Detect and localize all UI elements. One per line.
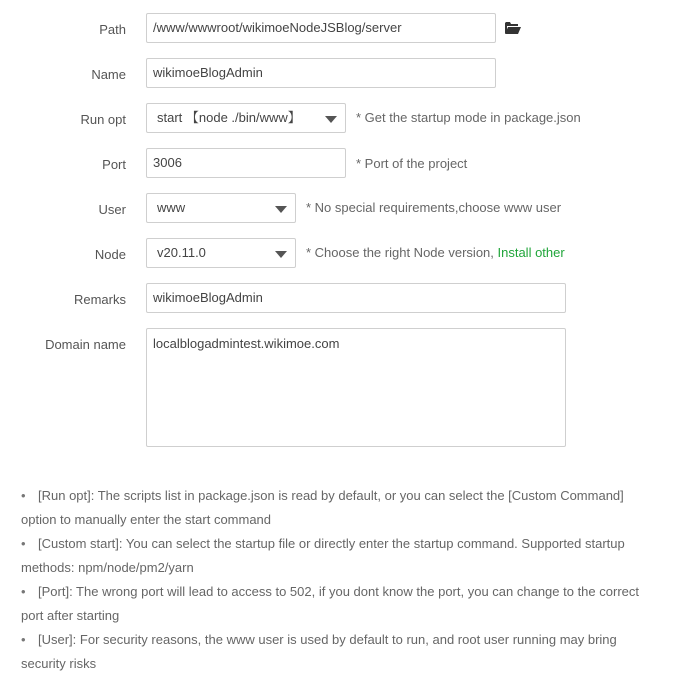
name-label: Name bbox=[91, 67, 126, 82]
node-hint bbox=[306, 245, 565, 260]
path-label: Path bbox=[99, 22, 126, 37]
chevron-down-icon bbox=[275, 251, 287, 258]
user-value: www bbox=[157, 200, 186, 215]
user-hint: * No special requirements,choose www user bbox=[306, 200, 562, 215]
run-opt-hint: * Get the startup mode in package.json bbox=[356, 110, 581, 125]
port-input[interactable]: 3006 bbox=[146, 148, 346, 178]
chevron-down-icon bbox=[275, 206, 287, 213]
domain-label: Domain name bbox=[45, 337, 126, 352]
help-notes bbox=[21, 484, 661, 676]
install-other-link[interactable]: Install other bbox=[497, 245, 565, 260]
node-value: v20.11.0 bbox=[157, 245, 206, 260]
domain-textarea[interactable]: localblogadmintest.wikimoe.com bbox=[146, 328, 566, 447]
node-select[interactable] bbox=[146, 238, 296, 268]
note-item: • [User]: For security reasons, the www user is used by default to run, and root user running may bring security risks bbox=[21, 632, 617, 671]
chevron-down-icon bbox=[325, 116, 337, 123]
node-hint-text: * Choose the right Node version, bbox=[306, 245, 498, 260]
note-item: • [Custom start]: You can select the startup file or directly enter the startup command. Supported startup methods: npm/node/pm2/yarn bbox=[21, 536, 625, 575]
path-input[interactable]: /www/wwwroot/wikimoeNodeJSBlog/server bbox=[146, 13, 496, 43]
run-opt-value: start 【node ./bin/www】 bbox=[157, 110, 301, 125]
user-label: User bbox=[98, 202, 126, 217]
run-opt-select[interactable] bbox=[146, 103, 346, 133]
remarks-input[interactable]: wikimoeBlogAdmin bbox=[146, 283, 566, 313]
remarks-label: Remarks bbox=[73, 292, 126, 307]
user-select[interactable] bbox=[146, 193, 296, 223]
note-item: • [Port]: The wrong port will lead to access to 502, if you dont know the port, you can change to the correct port after starting bbox=[21, 584, 639, 623]
name-input[interactable]: wikimoeBlogAdmin bbox=[146, 58, 496, 88]
port-hint: * Port of the project bbox=[356, 156, 468, 171]
port-label: Port bbox=[102, 157, 126, 172]
note-item: • [Run opt]: The scripts list in package.json is read by default, or you can select the [Custom Command] option to manually enter the start command bbox=[21, 488, 624, 527]
node-label: Node bbox=[94, 247, 126, 262]
run-opt-label: Run opt bbox=[80, 112, 126, 127]
folder-open-icon[interactable] bbox=[505, 22, 521, 34]
